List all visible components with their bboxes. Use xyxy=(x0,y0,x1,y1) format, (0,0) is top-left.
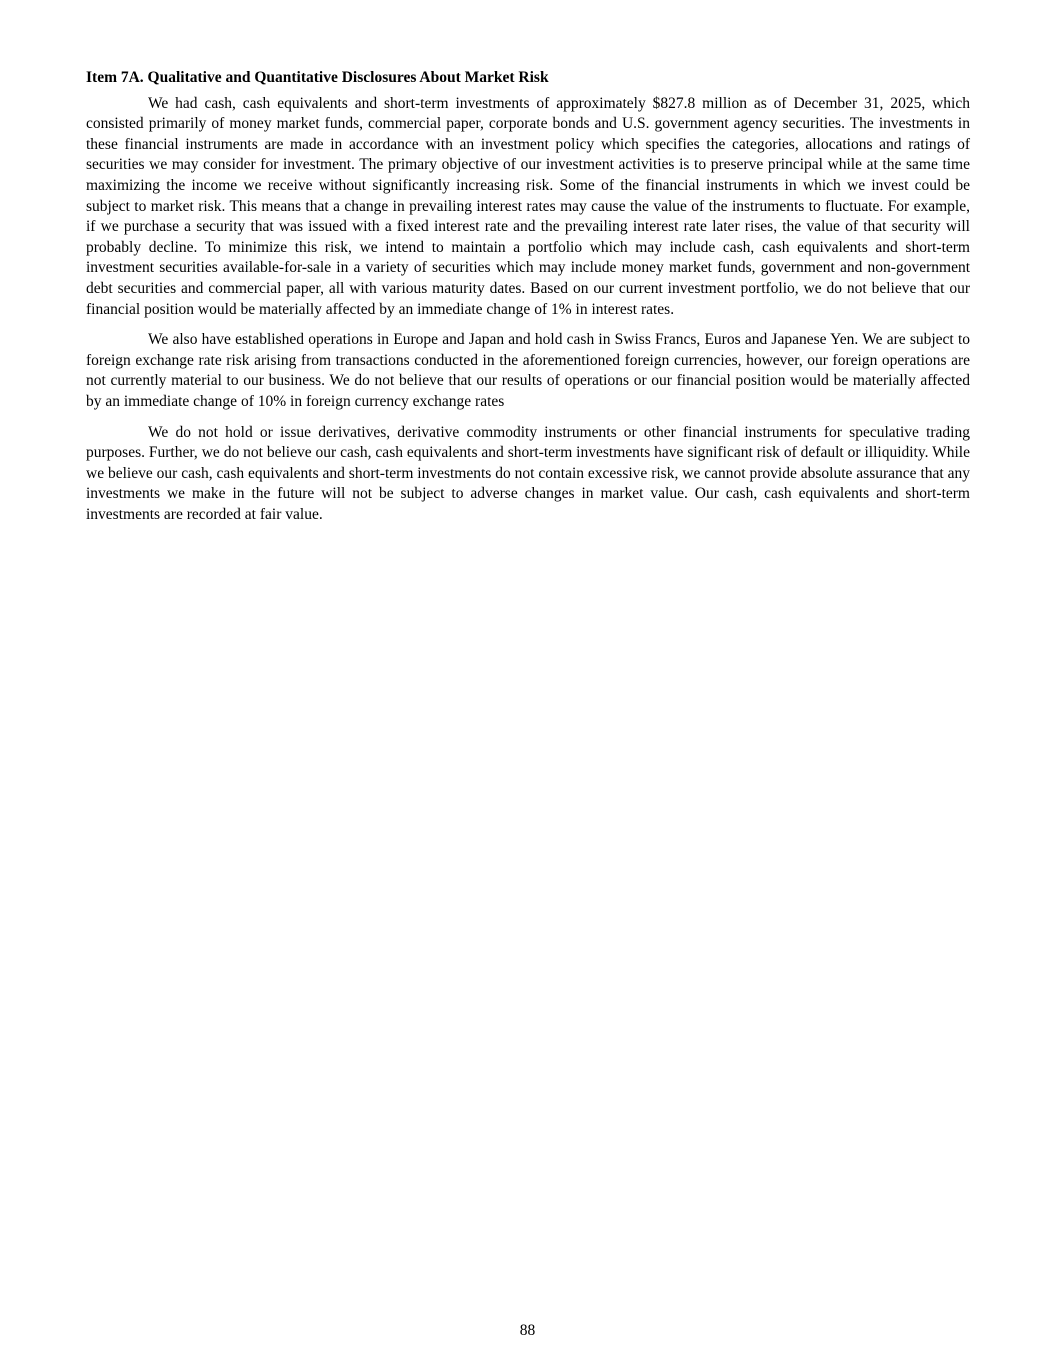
page-number: 88 xyxy=(519,1322,536,1339)
section-heading: Item 7A. Qualitative and Quantitative Disclosures About Market Risk xyxy=(86,69,549,86)
paragraph-derivatives: We do not hold or issue derivatives, derivative commodity instruments or other financial instruments for speculative trading purposes. Further, we do not believe our cash, cash equivalents and short-term investments have significant risk of default or illiquidity. While we believe our cash, cash equivalents and short-term investments do not contain excessive risk, we cannot provide absolute assurance that any investments we make in the future will not be subject to adverse changes in market value. Our cash, cash equivalents and short-term investments are recorded at fair value. xyxy=(86,423,970,523)
paragraph-foreign-exchange: We also have established operations in Europe and Japan and hold cash in Swiss Francs, Euros and Japanese Yen. We are subject to foreign exchange rate risk arising from transactions conducted in the aforementioned foreign currencies, however, our foreign operations are not currently material to our business. We do not believe that our results of operations or our financial position would be materially affected by an immediate change of 10% in foreign currency exchange rates xyxy=(86,331,970,410)
paragraph-investments: We had cash, cash equivalents and short-term investments of approximately $827.8 million as of December 31, 2025, which consisted primarily of money market funds, commercial paper, corporate bonds and U.S. government agency securities. The investments in these financial instruments are made in accordance with an investment policy which specifies the categories, allocations and ratings of securities we may consider for investment. The primary objective of our investment activities is to preserve principal while at the same time maximizing the income we receive without significantly increasing risk. Some of the financial instruments in which we invest could be subject to market risk. This means that a change in prevailing interest rates may cause the value of the instruments to fluctuate. For example, if we purchase a security that was issued with a fixed interest rate and the prevailing interest rate later rises, the value of that security will probably decline. To minimize this risk, we intend to maintain a portfolio which may include cash, cash equivalents and short-term investment securities available-for-sale in a variety of securities which may include money market funds, government and non-government debt securities and commercial paper, all with various maturity dates. Based on our current investment portfolio, we do not believe that our financial position would be materially affected by an immediate change of 1% in interest rates. xyxy=(86,94,970,318)
page-content xyxy=(86,68,970,535)
